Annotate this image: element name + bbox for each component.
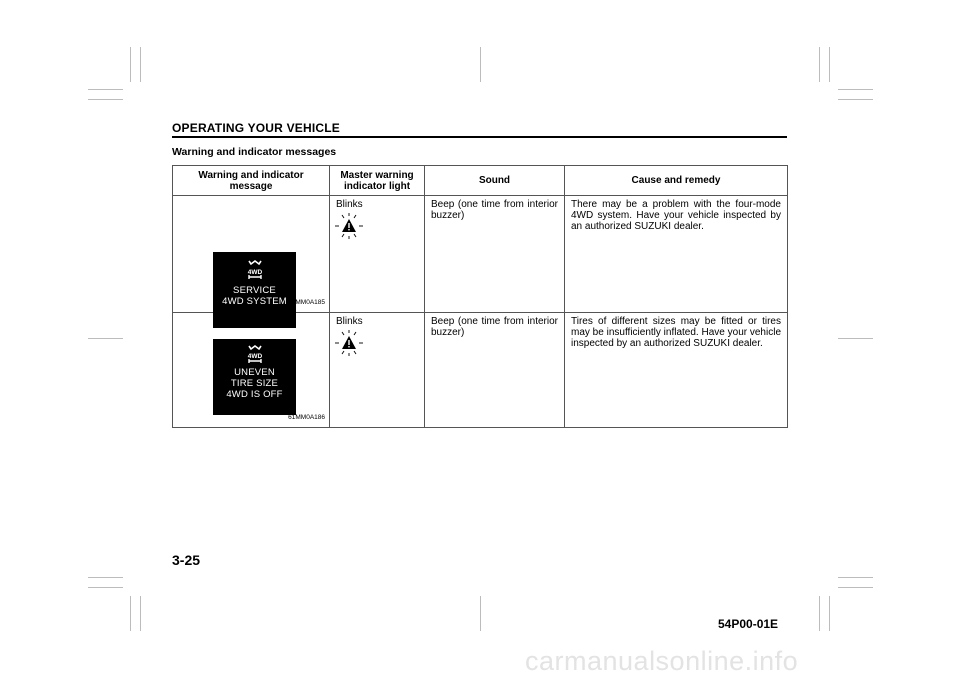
crop-mark: [838, 577, 873, 578]
4wd-icon: [240, 341, 270, 367]
display-screen-image: [213, 339, 296, 415]
message-image-cell: [173, 313, 330, 428]
display-message-line: SERVICE: [233, 285, 276, 296]
table-row: [173, 196, 788, 313]
crop-mark: [838, 338, 873, 339]
4wd-icon: [240, 255, 270, 285]
master-warning-status: Blinks: [336, 199, 363, 210]
crop-mark: [838, 99, 873, 100]
crop-mark: [88, 338, 123, 339]
master-warning-cell: [330, 196, 425, 313]
page-subtitle: Warning and indicator messages: [172, 146, 337, 158]
cause-remedy-cell: There may be a problem with the four-mode 4WD system. Have your vehicle inspected by an authorized SUZUKI dealer.: [565, 196, 788, 313]
table-header-row: [173, 166, 788, 196]
watermark-text: carmanualsonline.info: [525, 646, 799, 676]
column-header: Sound: [425, 166, 565, 196]
document-code: 54P00-01E: [718, 617, 779, 631]
display-message-line: 4WD IS OFF: [226, 389, 283, 400]
crop-mark: [838, 89, 873, 90]
crop-mark: [819, 596, 820, 631]
warning-messages-table: [172, 165, 788, 428]
image-code: 61MM0A186: [288, 414, 325, 421]
display-message-line: 4WD SYSTEM: [222, 296, 287, 307]
crop-mark: [140, 47, 141, 82]
column-header: Master warning indicator light: [330, 166, 425, 196]
sound-cell: Beep (one time from interior buzzer): [425, 196, 565, 313]
crop-mark: [838, 587, 873, 588]
section-title: OPERATING YOUR VEHICLE: [172, 121, 340, 135]
page-number: 3-25: [172, 552, 201, 568]
image-code: 61MM0A185: [288, 299, 325, 306]
crop-mark: [88, 587, 123, 588]
master-warning-icon: [334, 329, 364, 357]
master-warning-icon: [334, 212, 364, 240]
column-header: Warning and indicator message: [173, 166, 330, 196]
crop-mark: [819, 47, 820, 82]
master-warning-status: Blinks: [336, 316, 363, 327]
sound-cell: Beep (one time from interior buzzer): [425, 313, 565, 428]
crop-mark: [829, 596, 830, 631]
table-row: [173, 313, 788, 428]
header-rule: [172, 136, 787, 138]
crop-mark: [480, 596, 481, 631]
crop-mark: [140, 596, 141, 631]
column-header: Cause and remedy: [565, 166, 788, 196]
master-warning-cell: [330, 313, 425, 428]
svg-text:4WD: 4WD: [247, 353, 262, 360]
message-image-cell: [173, 196, 330, 313]
display-message-line: TIRE SIZE: [230, 378, 279, 389]
svg-text:4WD: 4WD: [247, 269, 262, 276]
crop-mark: [130, 47, 131, 82]
crop-mark: [480, 47, 481, 82]
crop-mark: [88, 89, 123, 90]
crop-mark: [829, 47, 830, 82]
crop-mark: [130, 596, 131, 631]
crop-mark: [88, 577, 123, 578]
display-message-line: UNEVEN: [234, 367, 275, 378]
crop-mark: [88, 99, 123, 100]
cause-remedy-cell: Tires of different sizes may be fitted or tires may be insufficiently inflated. Have your vehicle inspected by an authorized SUZUKI dealer.: [565, 313, 788, 428]
